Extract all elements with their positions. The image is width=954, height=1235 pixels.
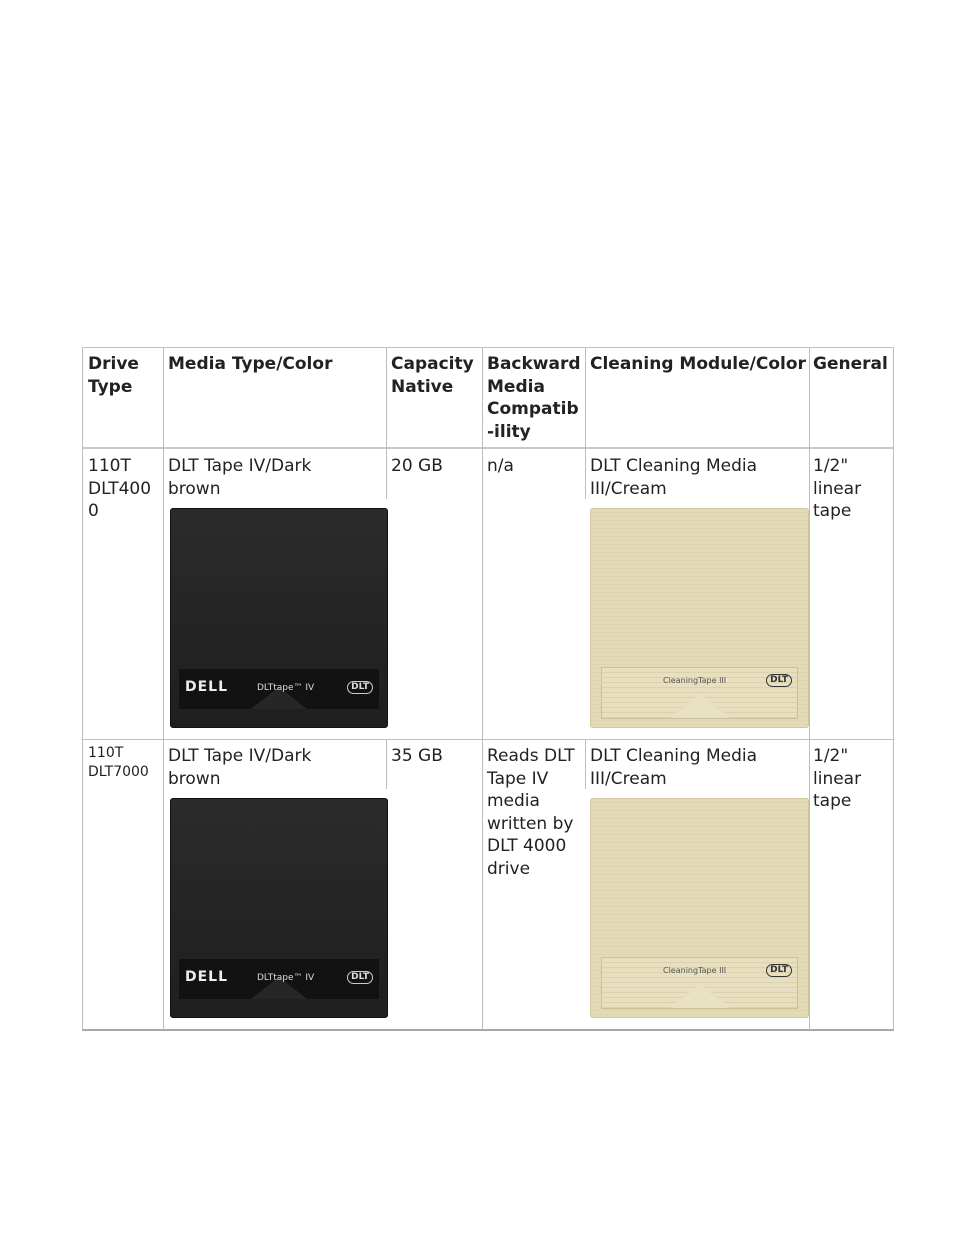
cell-text: 110T xyxy=(88,456,131,476)
header-text: -ility xyxy=(487,421,531,442)
media-table xyxy=(82,347,894,1030)
cell-text: 110T xyxy=(88,745,124,761)
row2-cleaning-module xyxy=(590,745,757,790)
cell-text: 1/2" xyxy=(813,746,849,766)
dlt-tape-iv-image xyxy=(170,508,388,728)
row1-general xyxy=(813,455,861,523)
cell-text: tape xyxy=(813,791,852,811)
cell-text: DLT7000 xyxy=(88,764,149,780)
row1-capacity: 20 GB xyxy=(391,456,443,476)
column-divider xyxy=(386,739,387,789)
tape-product-text: CleaningTape III xyxy=(663,676,727,685)
cell-text: n/a xyxy=(487,456,514,476)
dlt-logo-icon: DLT xyxy=(766,674,792,687)
table-border-bottom xyxy=(82,1029,894,1031)
cell-text: tape xyxy=(813,501,852,521)
cell-text: drive xyxy=(487,858,531,879)
row2-general xyxy=(813,745,861,813)
dlt-tape-iv-image xyxy=(170,798,388,1018)
header-text: Drive xyxy=(88,354,139,374)
dell-logo: DELL xyxy=(185,679,229,695)
header-media-type: Media Type/Color xyxy=(168,354,333,374)
row1-cleaning-module xyxy=(590,455,757,500)
header-text: Media xyxy=(487,376,545,397)
tape-product-text: DLTtape™ IV xyxy=(257,973,315,983)
column-divider xyxy=(809,347,810,1030)
cell-text: DLT400 xyxy=(88,478,152,499)
header-text: Compatib xyxy=(487,399,579,419)
column-divider xyxy=(163,347,164,1030)
table-border-top xyxy=(82,347,894,348)
cell-text: DLT 4000 xyxy=(487,836,567,856)
column-divider xyxy=(386,347,387,499)
row1-backward-compatibility xyxy=(487,455,514,478)
row-divider xyxy=(82,739,894,740)
cell-text: 1/2" xyxy=(813,456,849,476)
header-cleaning-module: Cleaning Module/Color xyxy=(590,354,806,374)
row2-backward-compatibility xyxy=(487,745,575,880)
header-text: Type xyxy=(88,376,133,397)
cell-text: DLT Cleaning Media xyxy=(590,746,758,766)
cell-text: III/Cream xyxy=(590,768,667,789)
cell-text: Tape IV xyxy=(487,768,549,789)
row1-media-type xyxy=(168,455,311,500)
cell-text: 0 xyxy=(88,501,99,521)
column-divider xyxy=(585,347,586,499)
dlt-logo-icon: DLT xyxy=(347,681,373,694)
row1-drive-type xyxy=(88,455,151,523)
table-border-left xyxy=(82,347,83,1030)
cell-text: Reads DLT xyxy=(487,746,575,766)
dlt-logo-icon: DLT xyxy=(347,971,373,984)
column-divider xyxy=(585,739,586,789)
cell-text: brown xyxy=(168,478,221,499)
column-divider xyxy=(482,347,483,1030)
cell-text: linear xyxy=(813,478,862,499)
header-text: Backward xyxy=(487,354,581,374)
tape-product-text: CleaningTape III xyxy=(663,966,727,975)
cell-text: media xyxy=(487,791,540,811)
cell-text: DLT Tape IV/Dark xyxy=(168,456,312,476)
cell-text: brown xyxy=(168,768,221,789)
cell-text: written by xyxy=(487,813,574,834)
cleaning-tape-iii-image xyxy=(590,798,809,1018)
cleaning-tape-iii-image xyxy=(590,508,809,728)
dlt-logo-icon: DLT xyxy=(766,964,792,977)
cell-text: III/Cream xyxy=(590,478,667,499)
row2-capacity: 35 GB xyxy=(391,746,443,766)
table-border-right xyxy=(893,347,894,1030)
tape-product-text: DLTtape™ IV xyxy=(257,683,315,693)
header-drive-type xyxy=(88,353,139,398)
header-capacity xyxy=(391,353,474,398)
row2-media-type xyxy=(168,745,311,790)
dell-logo: DELL xyxy=(185,969,229,985)
row2-drive-type xyxy=(88,744,149,782)
header-row-divider xyxy=(82,447,894,449)
header-text: Native xyxy=(391,376,454,397)
header-general: General xyxy=(813,354,888,374)
header-backward-compatibility xyxy=(487,353,581,443)
cell-text: DLT Tape IV/Dark xyxy=(168,746,312,766)
cell-text: linear xyxy=(813,768,862,789)
header-text: Capacity xyxy=(391,354,474,374)
cell-text: DLT Cleaning Media xyxy=(590,456,758,476)
